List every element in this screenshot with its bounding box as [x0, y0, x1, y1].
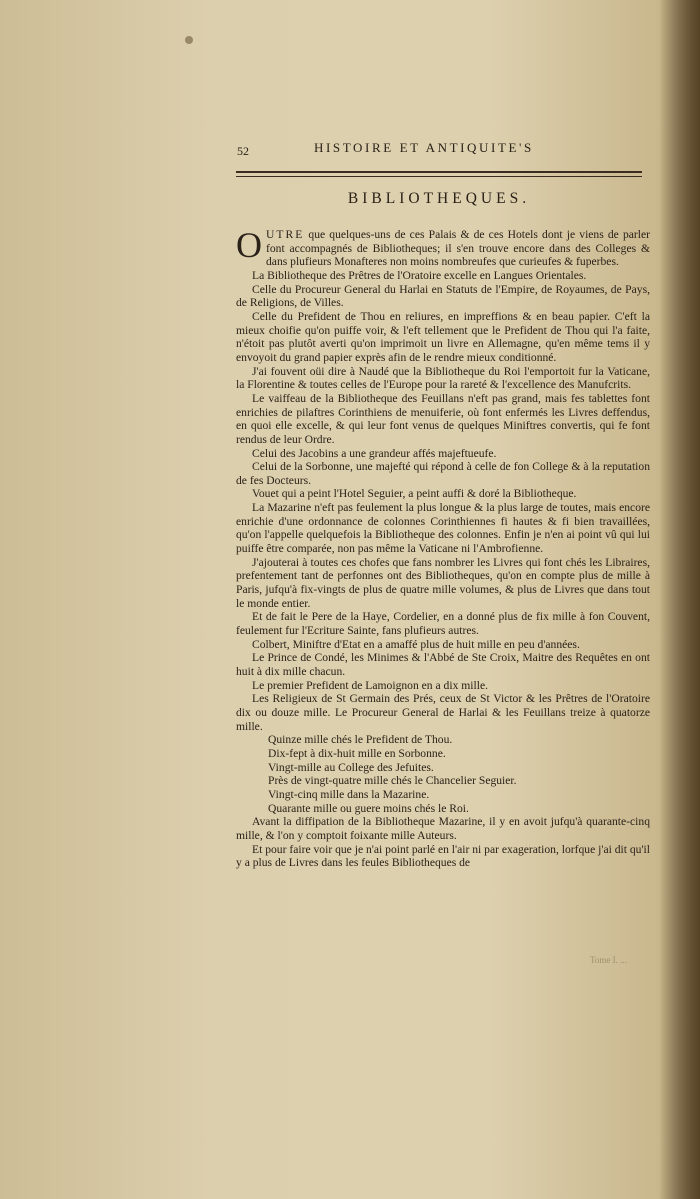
- paragraph: Avant la diffipation de la Bibliotheque Mazarine, il y en avoit jufqu'à quarante-cinq mille, & l'on y comptoit foixante mille Auteurs.: [236, 815, 650, 842]
- closing-paragraphs: [236, 815, 650, 870]
- list-item: Quinze mille chés le Prefident de Thou.: [268, 733, 453, 747]
- paper-stain: [185, 36, 193, 44]
- section-title: BIBLIOTHEQUES.: [347, 190, 531, 207]
- running-head: HISTOIRE ET ANTIQUITE'S: [314, 140, 534, 155]
- first-paragraph-text: que quelques-uns de ces Palais & de ces Hotels dont je viens de parler font accompagnés de Bibliotheques; il s'en trouve encore dans des Colleges & dans plufieurs Monafteres non moins nombreufes que curieufes & fuperbes.: [266, 228, 650, 269]
- library-count-list: [236, 733, 650, 815]
- list-item: Vingt-cinq mille dans la Mazarine.: [268, 787, 430, 801]
- paragraph: Celle du Procureur General du Harlai en Statuts de l'Empire, de Royaumes, de Pays, de Religions, de Villes.: [236, 282, 650, 310]
- spine-shadow: [660, 0, 700, 1199]
- paragraph: Et pour faire voir que je n'ai point parlé en l'air ni par exageration, lorfque j'ai dit qu'il y a plus de Livres dans les feules Bibliotheques de: [236, 842, 650, 870]
- list-item: Quarante mille ou guere moins chés le Roi.: [268, 801, 469, 815]
- header-rule-thin: [236, 176, 642, 177]
- list-item: Dix-fept à dix-huit mille en Sorbonne.: [268, 746, 446, 760]
- paragraph: Colbert, Miniftre d'Etat en a amaffé plus de huit mille en peu d'années.: [252, 637, 580, 651]
- catchword: Tome I. ...: [590, 955, 627, 965]
- paragraph: Le vaiffeau de la Bibliotheque des Feuillans n'eft pas grand, mais fes tablettes font enrichies de pilaftres Corinthiens de menuiferie, où font enfermés les Livres deffendus, en quoi elle excelle, & qui leur font venus de quelques Miniftres convertis, qui fe font rendus de leur Ordre.: [236, 391, 650, 446]
- list-item: Vingt-mille au College des Jefuites.: [268, 760, 434, 774]
- page-header: [232, 138, 644, 160]
- list-item: Près de vingt-quatre mille chés le Chancelier Seguier.: [268, 774, 517, 788]
- body-text: [236, 225, 650, 870]
- paragraph: Les Religieux de St Germain des Prés, ceux de St Victor & les Prêtres de l'Oratoire dix ou douze mille. Le Procureur General de Harlai & les Feuillans treize à quatorze mille.: [236, 692, 650, 733]
- paragraph: J'ai fouvent oüi dire à Naudé que la Bibliotheque du Roi l'emportoit fur la Vaticane, la Florentine & toutes celles de l'Europe pour la rareté & l'excellence des Manufcrits.: [236, 364, 650, 392]
- paragraph: Vouet qui a peint l'Hotel Seguier, a peint auffi & doré la Bibliotheque.: [252, 487, 577, 501]
- drop-cap: O: [236, 225, 262, 265]
- paragraph: Celle du Prefident de Thou en reliures, en impreffions & en beau papier. C'eft la mieux choifie qu'on puiffe voir, & l'eft tellement que le Prefident de Thou qui l'a faite, n'étoit pas plutôt averti qu'on imprimoit un livre en Allemagne, qu'en même tems il y envoyoit du grand papier exprès afin de le rendre mieux conditionné.: [236, 309, 650, 364]
- first-paragraph: [236, 225, 650, 269]
- paragraph: La Bibliotheque des Prêtres de l'Oratoire excelle en Langues Orientales.: [252, 268, 587, 282]
- page-number: 52: [237, 144, 249, 158]
- header-rule-thick: [236, 171, 642, 173]
- paragraph: Celui des Jacobins a une grandeur affés majeftueufe.: [252, 446, 497, 460]
- paragraph: J'ajouterai à toutes ces chofes que fans nombrer les Livres qui font chés les Libraires, prefentement tant de perfonnes ont des Bibliotheques, qu'on en compte plus de mille à Paris, jufqu'à fix-vingts de plus de quatre mille volumes, & plus de Livres que dans tout le monde entier.: [236, 555, 650, 610]
- paragraph: Et de fait le Pere de la Haye, Cordelier, en a donné plus de fix mille à fon Couvent, feulement fur l'Ecriture Sainte, fans plufieurs autres.: [236, 610, 650, 638]
- first-word: UTRE: [266, 228, 305, 241]
- paragraph: La Mazarine n'eft pas feulement la plus longue & la plus large de toutes, mais encore enrichie d'une ordonnance de colonnes Corinthiennes fi hautes & fi bien travaillées, qu'on l'appelle quelquefois la Bibliotheque des colonnes. Enfin je n'en ai point vû qui lui puiffe être comparée, non pas même la Vaticane ni l'Ambrofienne.: [236, 501, 650, 556]
- paragraph: Le Prince de Condé, les Minimes & l'Abbé de Ste Croix, Maitre des Requêtes en ont huit à dix mille chacun.: [236, 651, 650, 678]
- paragraph: Celui de la Sorbonne, une majefté qui répond à celle de fon College & à la reputation de fes Docteurs.: [236, 460, 650, 487]
- paragraph: Le premier Prefident de Lamoignon en a dix mille.: [252, 678, 488, 692]
- paragraph-list: [236, 269, 650, 733]
